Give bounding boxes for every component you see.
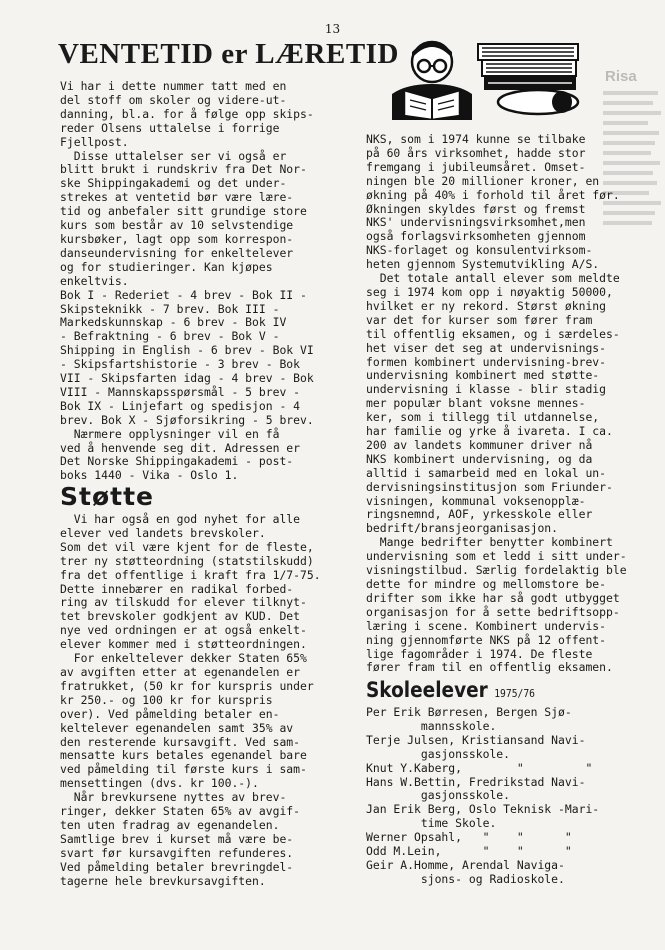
- text-line: hvilket er ny rekord. Størst økning: [366, 298, 607, 313]
- text-line: enkeltvis.: [60, 273, 129, 288]
- text-line: undervisning i klasse - blir stadig: [366, 382, 607, 397]
- text-line: trer ny støtteordning (statstilskudd): [60, 553, 314, 568]
- text-line: Disse uttalelser ser vi også er: [60, 148, 287, 163]
- text-line: visningen, kommunal voksenopplæ-: [366, 493, 586, 508]
- text-line: NKS' undervisningsvirksomhet,men: [366, 215, 586, 230]
- text-line: undervisning som et ledd i sitt under-: [366, 549, 627, 564]
- text-line: kurs som består av 10 selvstendige: [60, 218, 294, 233]
- text-line: Bok IX - Linjefart og spedisjon - 4: [60, 398, 301, 413]
- text-line: og for studieringer. Kan kjøpes: [60, 259, 273, 274]
- text-line: Samtlige brev i kurset må være be-: [60, 831, 294, 846]
- text-line: ten uten fradrag av egenandelen.: [60, 817, 280, 832]
- list-item: time Skole.: [366, 816, 497, 831]
- text-line: ved å henvende seg dit. Adressen er: [60, 440, 301, 455]
- article-title-skoleelever: [366, 678, 535, 702]
- text-line: ring av tilskudd for elever tilknyt-: [60, 595, 307, 610]
- list-item: Terje Julsen, Kristiansand Navi-: [366, 732, 586, 747]
- text-line: den resterende kursavgift. Ved sam-: [60, 734, 301, 749]
- reverse-page-bleed-through: Risa: [597, 52, 665, 572]
- text-line: danseundervisning for enkeltelever: [60, 245, 294, 260]
- text-line: fører fram til en offentlig eksamen.: [366, 660, 613, 675]
- text-line: brev. Bok X - Sjøforsikring - 5 brev.: [60, 412, 314, 427]
- text-line: til offentlig eksamen, og i særdeles-: [366, 326, 620, 341]
- text-line: del stoff om skoler og videre-ut-: [60, 92, 287, 107]
- text-line: elever kommer med i støtteordningen.: [60, 637, 307, 652]
- text-line: - Befraktning - 6 brev - Bok V -: [60, 329, 280, 344]
- text-line: strekes at ventetid bør være lære-: [60, 190, 294, 205]
- text-line: VIII - Mannskapsspørsmål - 5 brev -: [60, 384, 301, 399]
- text-line: Ved påmelding betaler brevringdel-: [60, 859, 294, 874]
- list-item: Hans W.Bettin, Fredrikstad Navi-: [366, 774, 586, 789]
- text-line: NKS, som i 1974 kunne se tilbake: [366, 132, 586, 146]
- list-item: Werner Opsahl, " " ": [366, 830, 572, 845]
- text-line: over). Ved påmelding betaler en-: [60, 706, 280, 721]
- text-line: formen kombinert undervisning-brev-: [366, 354, 607, 369]
- text-line: danning, bl.a. for å følge opp skips-: [60, 106, 314, 121]
- text-line: drifter som ikke har så godt utbygget: [366, 590, 620, 605]
- text-line: mer populær blant voksne mennes-: [366, 396, 586, 411]
- text-line: tagerne hele brevkursavgiften.: [60, 873, 266, 888]
- text-line: bedrift/bransjeorganisasjon.: [366, 521, 559, 536]
- text-line: dervisningsinstitusjon som Friunder-: [366, 479, 613, 494]
- list-item: gasjonsskole.: [366, 788, 511, 803]
- text-line: Når brevkursene nyttes av brev-: [60, 790, 287, 805]
- text-line: mensatte kurs betales egenandel bare: [60, 748, 307, 763]
- text-line: læring i scene. Kombinert undervis-: [366, 618, 607, 633]
- text-line: ske Shippingakademi og det under-: [60, 176, 287, 191]
- article-skoleelever-list: [366, 706, 601, 887]
- text-line: Økningen skyldes først og fremst: [366, 201, 586, 216]
- list-item: Jan Erik Berg, Oslo Teknisk -Mari-: [366, 802, 600, 817]
- list-item: Geir A.Homme, Arendal Naviga-: [366, 857, 565, 872]
- text-line: reder Olsens uttalelse i forrige: [60, 120, 280, 135]
- article-nks-body: [366, 132, 627, 675]
- list-item: Per Erik Børresen, Bergen Sjø-: [366, 705, 572, 719]
- text-line: på 60 års virksomhet, hadde stor: [366, 145, 586, 160]
- text-line: 200 av landets kommuner driver nå: [366, 437, 593, 452]
- text-line: tet brevskoler godkjent av KUD. Det: [60, 609, 301, 624]
- text-line: For enkeltelever dekker Staten 65%: [60, 651, 307, 666]
- text-line: mensettingen (dvs. kr 100.-).: [60, 776, 259, 791]
- text-line: ker, som i tillegg til utdannelse,: [366, 410, 600, 425]
- text-line: nye ved ordningen er at også enkelt-: [60, 623, 307, 638]
- text-line: NKS-forlaget og konsulentvirksom-: [366, 243, 593, 258]
- text-line: kursbøker, lagt opp som korrespon-: [60, 231, 294, 246]
- text-line: tid og anbefaler sitt grundige store: [60, 204, 307, 219]
- text-line: har familie og yrke å ivareta. I ca.: [366, 424, 613, 439]
- text-line: Dette innebærer en radikal forbed-: [60, 581, 294, 596]
- text-line: av avgiften etter at egenandelen er: [60, 664, 301, 679]
- text-line: VII - Skipsfarten idag - 4 brev - Bok: [60, 371, 314, 386]
- article-title-stotte: Støtte: [60, 482, 154, 511]
- list-item: gasjonsskole.: [366, 746, 511, 761]
- text-line: Markedskunnskap - 6 brev - Bok IV: [60, 315, 287, 330]
- text-line: Det Norske Shippingakademi - post-: [60, 454, 294, 469]
- text-line: Shipping in English - 6 brev - Bok VI: [60, 343, 314, 358]
- text-line: Nærmere opplysninger vil en få: [60, 426, 280, 441]
- text-line: heten gjennom Systemutvikling A/S.: [366, 257, 600, 272]
- text-line: svart før kursavgiften refunderes.: [60, 845, 294, 860]
- text-line: kr 250.- og 100 kr for kurspris: [60, 692, 273, 707]
- text-line: organisasjon for å sette bedriftsopp-: [366, 604, 620, 619]
- article-stotte-body: [60, 513, 360, 888]
- man-reading-books-illustration: [386, 40, 583, 120]
- skoleelever-title-text: Skoleelever: [366, 678, 488, 702]
- text-line: fremgang i jubileumsåret. Omset-: [366, 159, 586, 174]
- list-item: mannsskole.: [366, 718, 497, 733]
- text-line: Det totale antall elever som meldte: [366, 271, 620, 286]
- text-line: fratrukket, (50 kr for kurspris under: [60, 678, 314, 693]
- text-line: var det for kurser som fører fram: [366, 312, 593, 327]
- skoleelever-year: 1975/76: [494, 687, 536, 700]
- text-line: også forlagsvirksomheten gjennom: [366, 229, 586, 244]
- text-line: ningen ble 20 millioner kroner, en: [366, 173, 600, 188]
- text-line: Bok I - Rederiet - 4 brev - Bok II -: [60, 287, 307, 302]
- text-line: boks 1440 - Vika - Oslo 1.: [60, 468, 239, 483]
- text-line: Fjellpost.: [60, 134, 129, 149]
- article-title-ventetid: VENTETID er LÆRETID: [58, 38, 399, 70]
- text-line: Skipsteknikk - 7 brev. Bok III -: [60, 301, 280, 316]
- list-item: Odd M.Lein, " " ": [366, 844, 572, 859]
- text-line: dette for mindre og mellomstore be-: [366, 577, 607, 591]
- text-line: fra det offentlige i kraft fra 1/7-75.: [60, 567, 321, 582]
- text-line: het viser det seg at undervisnings-: [366, 340, 607, 355]
- text-line: elever ved landets brevskoler.: [60, 525, 266, 540]
- text-line: Mange bedrifter benytter kombinert: [366, 535, 613, 550]
- text-line: alltid i samarbeid med en lokal un-: [366, 465, 607, 480]
- text-line: Vi har også en god nyhet for alle: [60, 512, 301, 526]
- text-line: ringsnemnd, AOF, yrkesskole eller: [366, 507, 593, 522]
- text-line: ringer, dekker Staten 65% av avgif-: [60, 804, 301, 819]
- text-line: seg i 1974 kom opp i nøyaktig 50000,: [366, 284, 613, 299]
- list-item: Knut Y.Kaberg, " ": [366, 760, 593, 775]
- text-line: blitt brukt i rundskriv fra Det Nor-: [60, 162, 307, 177]
- page-number: 13: [324, 22, 341, 36]
- text-line: Som det vil være kjent for de fleste,: [60, 539, 314, 554]
- text-line: ning gjennomførte NKS på 12 offent-: [366, 632, 607, 647]
- list-item: sjons- og Radioskole.: [366, 871, 565, 886]
- text-line: undervisning kombinert med støtte-: [366, 368, 600, 383]
- article-ventetid-body: [60, 80, 360, 483]
- text-line: ved påmelding til første kurs i sam-: [60, 762, 307, 777]
- text-line: økning på 40% i forhold til året før.: [366, 187, 620, 202]
- text-line: lige fagområder i 1974. De fleste: [366, 646, 593, 661]
- text-line: - Skipsfartshistorie - 3 brev - Bok: [60, 357, 301, 372]
- text-line: visningstilbud. Særlig fordelaktig ble: [366, 563, 627, 578]
- text-line: NKS kombinert undervisning, og da: [366, 451, 593, 466]
- text-line: keltelever egenandelen samt 35% av: [60, 720, 294, 735]
- text-line: Vi har i dette nummer tatt med en: [60, 79, 287, 93]
